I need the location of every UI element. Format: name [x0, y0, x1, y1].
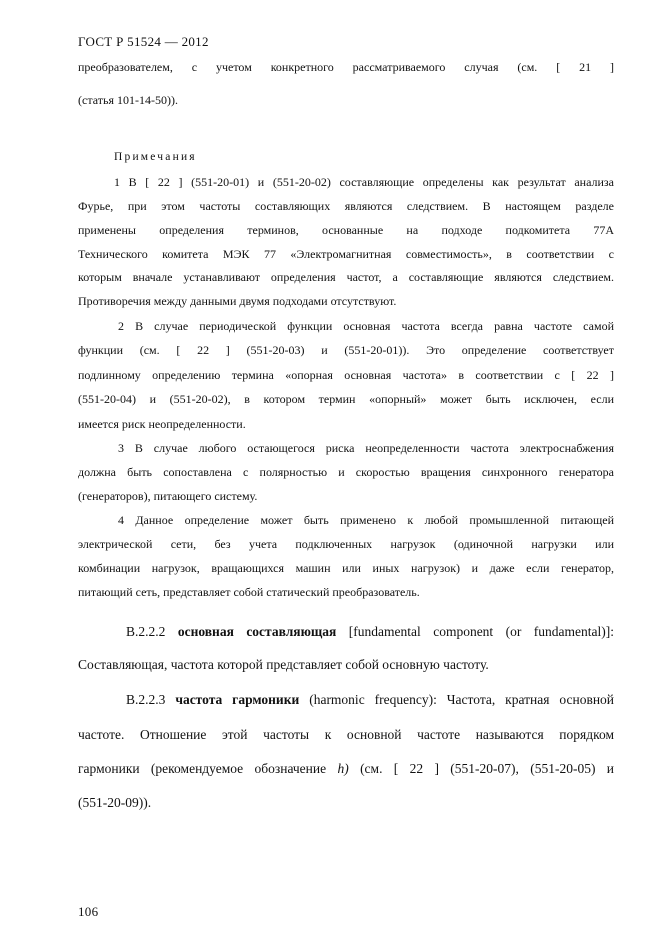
term-name: основная составляющая	[177, 624, 337, 639]
intro-line-1: преобразователем, с учетом конкретного рассматриваемого случая (см. [ 21 ]	[78, 60, 614, 74]
term-english: (harmonic frequency):	[309, 692, 437, 707]
term-b222-heading	[126, 624, 614, 640]
note-line: 1 В [ 22 ] (551-20-01) и (551-20-02) составляющие определены как результат анализа	[114, 175, 614, 189]
intro-line-2: (статья 101-14-50)).	[78, 93, 178, 107]
note-line: имеется риск неопределенности.	[78, 417, 246, 431]
note-line: (551-20-04) и (551-20-02), в котором термин «опорный» может быть исключен, если	[78, 392, 614, 406]
term-text: (см. [ 22 ] (551-20-07), (551-20-05) и	[360, 761, 615, 776]
note-line: которым вначале устанавливают определения частот, а составляющие являются следствием.	[78, 270, 614, 284]
term-b222-definition: Составляющая, частота которой представляет собой основную частоту.	[78, 657, 489, 672]
note-line: (генераторов), питающего систему.	[78, 489, 258, 503]
term-b223-line-3	[78, 761, 614, 777]
note-line: Технического комитета МЭК 77 «Электромагнитная совместимость», в соответствии с	[78, 247, 614, 261]
note-line: Противоречия между данными двумя подходами отсутствуют.	[78, 294, 397, 308]
note-line: должна быть сопоставлена с полярностью и скоростью вращения синхронного генератора	[78, 465, 614, 479]
notes-title: Примечания	[114, 151, 197, 163]
note-line: питающий сеть, представляет собой статический преобразователь.	[78, 585, 420, 599]
term-number: B.2.2.2	[126, 624, 166, 639]
term-b223-line-4: (551-20-09)).	[78, 795, 152, 810]
term-b223-line-2: частоте. Отношение этой частоты к основной частоте называются порядком	[78, 727, 614, 742]
term-definition-start: Частота, кратная основной	[446, 692, 615, 707]
term-number: B.2.2.3	[126, 692, 166, 707]
page-header: ГОСТ Р 51524 — 2012	[78, 34, 209, 49]
term-name: частота гармоники	[175, 692, 300, 707]
note-line: Фурье, при этом частоты составляющих являются следствием. В настоящем разделе	[78, 199, 614, 213]
note-line: 2 В случае периодической функции основная частота всегда равна частоте самой	[118, 319, 614, 333]
note-line: подлинному определению термина «опорная основная частота» в соответствии с [ 22 ]	[78, 368, 614, 382]
note-line: электрической сети, без учета подключенных нагрузок (одиночной нагрузки или	[78, 537, 614, 551]
note-line: комбинации нагрузок, вращающихся машин или иных нагрузок) и даже если генератор,	[78, 561, 614, 575]
page-number: 106	[78, 904, 99, 919]
term-b223-heading	[126, 692, 614, 708]
note-line: применены определения терминов, основанные на подходе подкомитета 77А	[78, 223, 614, 237]
note-line: 3 В случае любого остающегося риска неопределенности частота электроснабжения	[118, 441, 614, 455]
note-line: 4 Данное определение может быть применено к любой промышленной питающей	[118, 513, 614, 527]
term-text: гармоники (рекомендуемое обозначение	[78, 761, 327, 776]
note-line: функции (см. [ 22 ] (551-20-03) и (551-20-01)). Это определение соответствует	[78, 343, 614, 357]
harmonic-symbol: h)	[337, 761, 349, 776]
term-english: [fundamental component (or fundamental)]:	[348, 624, 614, 639]
